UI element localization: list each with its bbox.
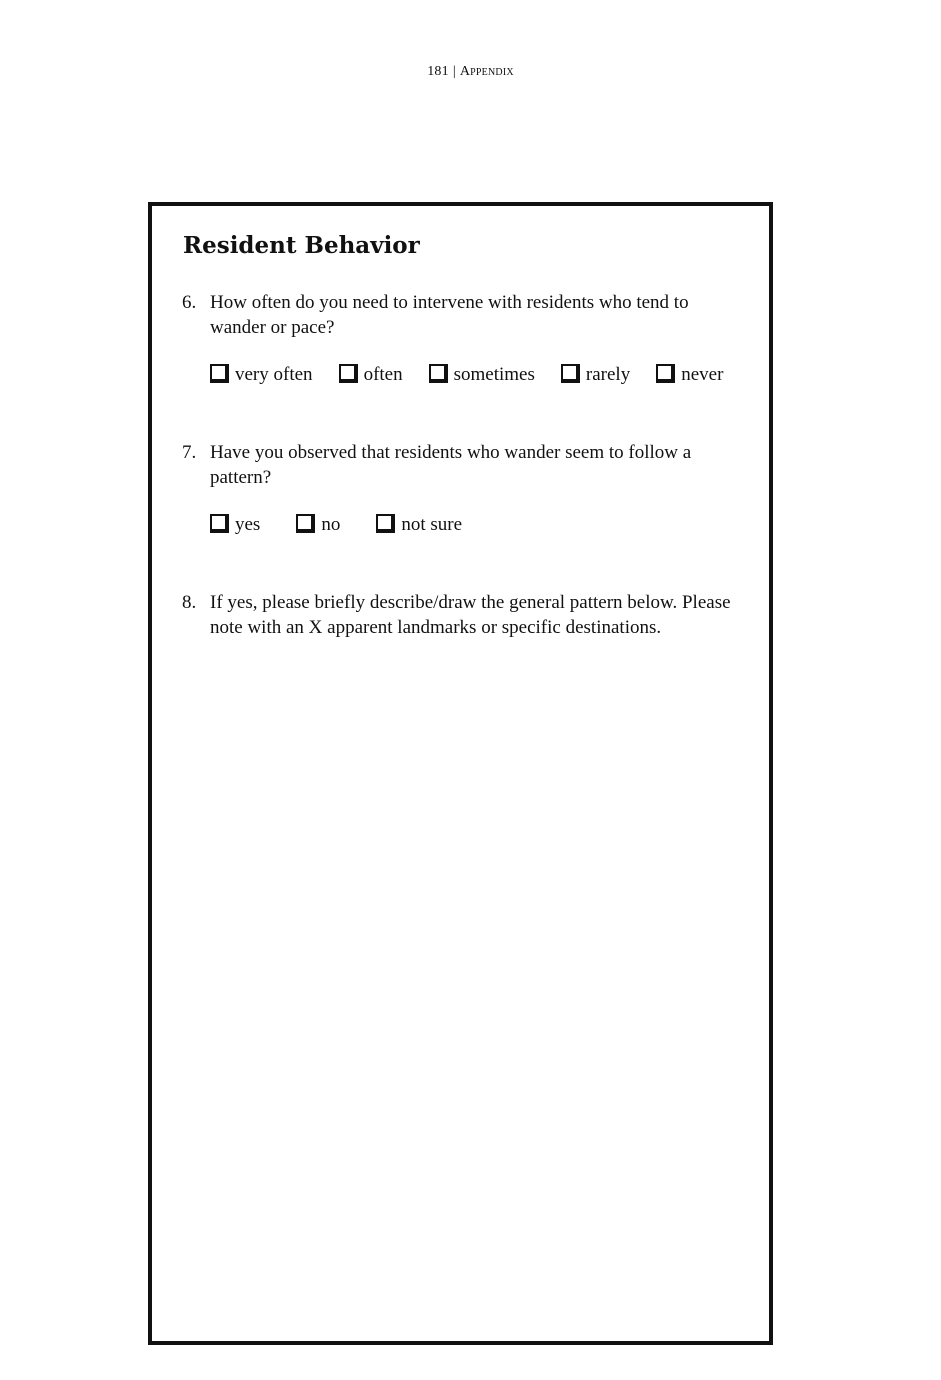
form-title: Resident Behavior (183, 232, 420, 259)
option-label: rarely (585, 364, 631, 385)
option-very-often[interactable] (210, 364, 313, 386)
checkbox-icon[interactable] (210, 514, 229, 533)
section-title: Appendix (459, 64, 514, 79)
form-frame (148, 202, 773, 1345)
option-label: not sure (401, 514, 463, 535)
page-number: 181 (427, 64, 449, 79)
question-7 (182, 440, 742, 490)
question-number: 6. (182, 292, 197, 313)
checkbox-icon[interactable] (296, 514, 315, 533)
question-number: 7. (182, 442, 197, 463)
option-no[interactable] (296, 514, 340, 536)
checkbox-icon[interactable] (656, 364, 675, 383)
header-separator: | (452, 64, 456, 79)
option-label: yes (235, 514, 261, 535)
option-never[interactable] (656, 364, 723, 386)
checkbox-icon[interactable] (210, 364, 229, 383)
checkbox-icon[interactable] (429, 364, 448, 383)
option-label: no (321, 514, 341, 535)
question-6 (182, 290, 742, 340)
running-header (0, 64, 941, 80)
checkbox-icon[interactable] (561, 364, 580, 383)
checkbox-icon[interactable] (339, 364, 358, 383)
question-6-options (210, 364, 723, 386)
option-rarely[interactable] (561, 364, 630, 386)
option-often[interactable] (339, 364, 403, 386)
option-sometimes[interactable] (429, 364, 535, 386)
question-text: If yes, please briefly describe/draw the general pattern below. Please note with an X apparent landmarks or specific destinations. (210, 592, 731, 638)
question-8 (182, 590, 742, 640)
option-not-sure[interactable] (376, 514, 462, 536)
question-text: How often do you need to intervene with residents who tend to wander or pace? (210, 292, 689, 338)
option-label: sometimes (453, 364, 535, 385)
option-yes[interactable] (210, 514, 260, 536)
question-7-options (210, 514, 462, 536)
question-number: 8. (182, 592, 197, 613)
checkbox-icon[interactable] (376, 514, 395, 533)
option-label: never (681, 364, 724, 385)
option-label: very often (235, 364, 313, 385)
option-label: often (363, 364, 403, 385)
drawing-area[interactable] (182, 656, 742, 1316)
question-text: Have you observed that residents who wander seem to follow a pattern? (210, 442, 692, 488)
